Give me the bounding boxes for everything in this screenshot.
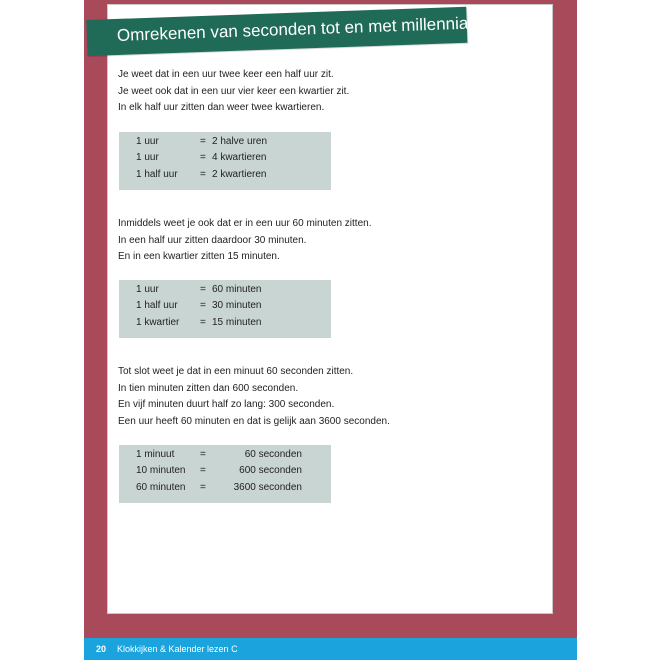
page-number: 20 xyxy=(96,644,107,654)
table-cell-value: 4 kwartieren xyxy=(212,152,267,163)
paragraph-3 xyxy=(118,364,390,430)
equals-sign: = xyxy=(200,449,206,460)
table-cell-value: 2 kwartieren xyxy=(212,169,267,180)
table-cell-value: 60 minuten xyxy=(212,284,262,295)
paragraph-line: In tien minuten zitten dan 600 seconden. xyxy=(118,382,299,394)
paragraph-line: Tot slot weet je dat in een minuut 60 seconden zitten. xyxy=(118,366,354,377)
paragraph-line: In elk half uur zitten dan weer twee kwartieren. xyxy=(118,102,325,113)
table-cell-unit: 1 half uur xyxy=(136,300,178,311)
paragraph-2 xyxy=(118,216,371,266)
equals-sign: = xyxy=(200,136,206,147)
table-cell-unit: 1 half uur xyxy=(136,169,178,180)
table-cell-unit: 1 uur xyxy=(136,152,159,163)
paragraph-line: Inmiddels weet je ook dat er in een uur 60 minuten zitten. xyxy=(118,218,372,229)
table-cell-value: 2 halve uren xyxy=(212,136,268,147)
paragraph-line: Je weet dat in een uur twee keer een half uur zit. xyxy=(118,69,334,80)
table-cell-unit: 1 uur xyxy=(136,284,159,295)
table-cell-unit: 10 minuten xyxy=(136,465,186,476)
paragraph-line: En in een kwartier zitten 15 minuten. xyxy=(118,251,280,262)
page-title: Omrekenen van seconden tot en met millennia xyxy=(116,13,469,45)
table-cell-unit: 1 minuut xyxy=(136,449,175,460)
table-cell-value: 60 seconden xyxy=(244,449,302,460)
footer-bar xyxy=(84,638,577,660)
paragraph-line: En vijf minuten duurt half zo lang: 300 seconden. xyxy=(118,399,335,410)
equals-sign: = xyxy=(200,169,206,180)
table-cell-value: 30 minuten xyxy=(212,300,262,311)
equals-sign: = xyxy=(200,317,206,328)
equals-sign: = xyxy=(200,482,206,493)
conversion-table-2 xyxy=(119,280,331,338)
table-cell-unit: 1 uur xyxy=(136,136,159,147)
table-cell-unit: 1 kwartier xyxy=(136,317,180,328)
table-cell-value: 3600 seconden xyxy=(233,482,302,493)
paragraph-1 xyxy=(118,67,349,117)
table-cell-unit: 60 minuten xyxy=(136,482,186,493)
conversion-table-1 xyxy=(119,132,331,190)
table-cell-value: 15 minuten xyxy=(212,317,262,328)
book-title: Klokkijken & Kalender lezen C xyxy=(117,644,238,654)
equals-sign: = xyxy=(200,284,206,295)
equals-sign: = xyxy=(200,465,206,476)
paragraph-line: Je weet ook dat in een uur vier keer een kwartier zit. xyxy=(118,85,350,97)
conversion-table-3 xyxy=(119,445,331,503)
table-cell-value: 600 seconden xyxy=(239,465,302,476)
equals-sign: = xyxy=(200,152,206,163)
paragraph-line: Een uur heeft 60 minuten en dat is gelijk aan 3600 seconden. xyxy=(118,415,390,427)
equals-sign: = xyxy=(200,300,206,311)
paragraph-line: In een half uur zitten daardoor 30 minuten. xyxy=(118,234,307,246)
